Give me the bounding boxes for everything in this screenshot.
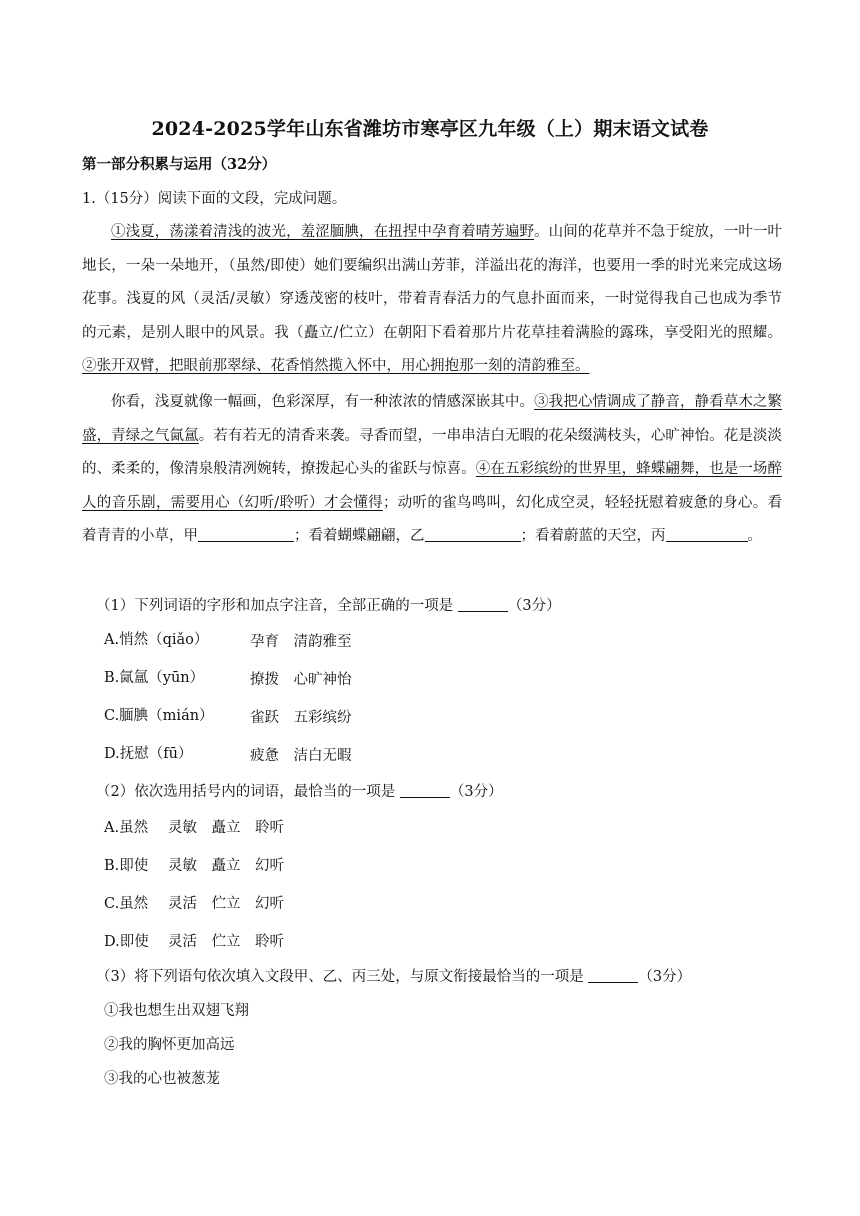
option-c-label[interactable]: C.虽然: [104, 896, 149, 912]
option-d-words: 灵活 伫立 聆听: [168, 934, 284, 950]
option-d-label[interactable]: D.即使: [104, 934, 149, 950]
option-a-words: 孕育 清韵雅至: [250, 634, 352, 650]
option-c-words: 灵活 伫立 幻听: [168, 896, 284, 912]
passage-2-end: 。: [747, 528, 762, 544]
option-a-label[interactable]: A.悄然（qiǎo）: [104, 632, 209, 648]
option-c-words: 雀跃 五彩缤纷: [250, 710, 352, 726]
passage-2-yi: ；看着蝴蝶翩翩，乙: [294, 528, 425, 544]
question-1-2-stem: （2）依次选用括号内的词语，最恰当的一项是 （3分）: [96, 784, 503, 800]
option-b-words: 灵敏 矗立 幻听: [168, 858, 284, 874]
list-item: ③我的心也被葱茏: [104, 1071, 220, 1087]
question-1-3-stem: （3）将下列语句依次填入文段甲、乙、丙三处，与原文衔接最恰当的一项是 （3分）: [96, 969, 692, 985]
list-item: ②我的胸怀更加高远: [104, 1037, 235, 1053]
option-d-words: 疲惫 洁白无暇: [250, 748, 352, 764]
passage-2-tail: ；动听的雀鸟鸣叫，幻化成空灵，轻轻抚慰着疲惫的身心。看着青青的小草，甲: [82, 494, 782, 544]
option-a-label[interactable]: A.虽然: [104, 820, 149, 836]
underlined-sentence-2: ②张开双臂，把眼前那翠绿、花香悄然揽入怀中，用心拥抱那一刻的清韵雅至。: [82, 358, 590, 374]
underlined-sentence-4: ④在五彩缤纷的世界里，蜂蝶翩舞，也是一场醉人的音乐剧，需要用心（幻听/聆听）才会懂得: [82, 461, 782, 511]
passage-2-start: 你看，浅夏就像一幅画，色彩深厚，有一种浓浓的情感深嵌其中。: [111, 394, 535, 410]
answer-blank-1-2[interactable]: [400, 783, 450, 798]
option-b-label[interactable]: B.即使: [104, 858, 149, 874]
passage-2-bing: ；看着蔚蓝的天空，丙: [520, 528, 666, 544]
question-1-intro: 1.（15分）阅读下面的文段，完成问题。: [82, 191, 347, 207]
option-b-label[interactable]: B.氤氲（yūn）: [104, 670, 205, 686]
answer-blank-1-3[interactable]: [588, 968, 638, 983]
passage-paragraph-2: [82, 386, 782, 554]
passage-paragraph-1: [82, 216, 782, 384]
option-d-label[interactable]: D.抚慰（fū）: [104, 746, 193, 762]
underlined-sentence-1: ①浅夏，荡漾着清浅的波光，羞涩腼腆，在扭捏中孕育着晴芳遍野: [111, 224, 535, 240]
exam-title: 2024-2025学年山东省潍坊市寒亭区九年级（上）期末语文试卷: [151, 118, 709, 140]
section-heading: 第一部分积累与运用（32分）: [82, 156, 277, 173]
option-c-label[interactable]: C.腼腆（mián）: [104, 708, 214, 724]
underlined-sentence-3: ③我把心情调成了静音，静看草木之繁盛，青绿之气氤氲: [82, 394, 782, 444]
blank-yi[interactable]: [425, 527, 521, 542]
answer-blank-1-1[interactable]: [458, 597, 508, 612]
passage-1-body: 。山间的花草并不急于绽放，一叶一叶地长，一朵一朵地开，（虽然/即使）她们要编织出满山芳菲，洋溢出花的海洋，也要用一季的时光来完成这场花事。浅夏的风（灵活/灵敏）穿透茂密的枝叶，带着青春活力的气息扑面而来，一时觉得我自己也成为季节的元素，是别人眼中的风景。我（矗立/伫立）在朝阳下看着那片片花草挂着满脸的露珠，享受阳光的照耀。: [82, 224, 782, 341]
passage-2-middle: 。若有若无的清香来袭。寻香而望，一串串洁白无暇的花朵缀满枝头，心旷神怡。花是淡淡的、柔柔的，像清泉般清冽婉转，撩拨起心头的雀跃与惊喜。: [82, 427, 783, 477]
blank-bing[interactable]: [666, 527, 748, 542]
option-b-words: 撩拨 心旷神怡: [250, 672, 352, 688]
blank-jia[interactable]: [198, 527, 294, 542]
option-a-words: 灵敏 矗立 聆听: [168, 820, 284, 836]
list-item: ①我也想生出双翅飞翔: [104, 1003, 249, 1019]
question-1-1-stem: （1）下列词语的字形和加点字注音，全部正确的一项是 （3分）: [96, 598, 561, 614]
